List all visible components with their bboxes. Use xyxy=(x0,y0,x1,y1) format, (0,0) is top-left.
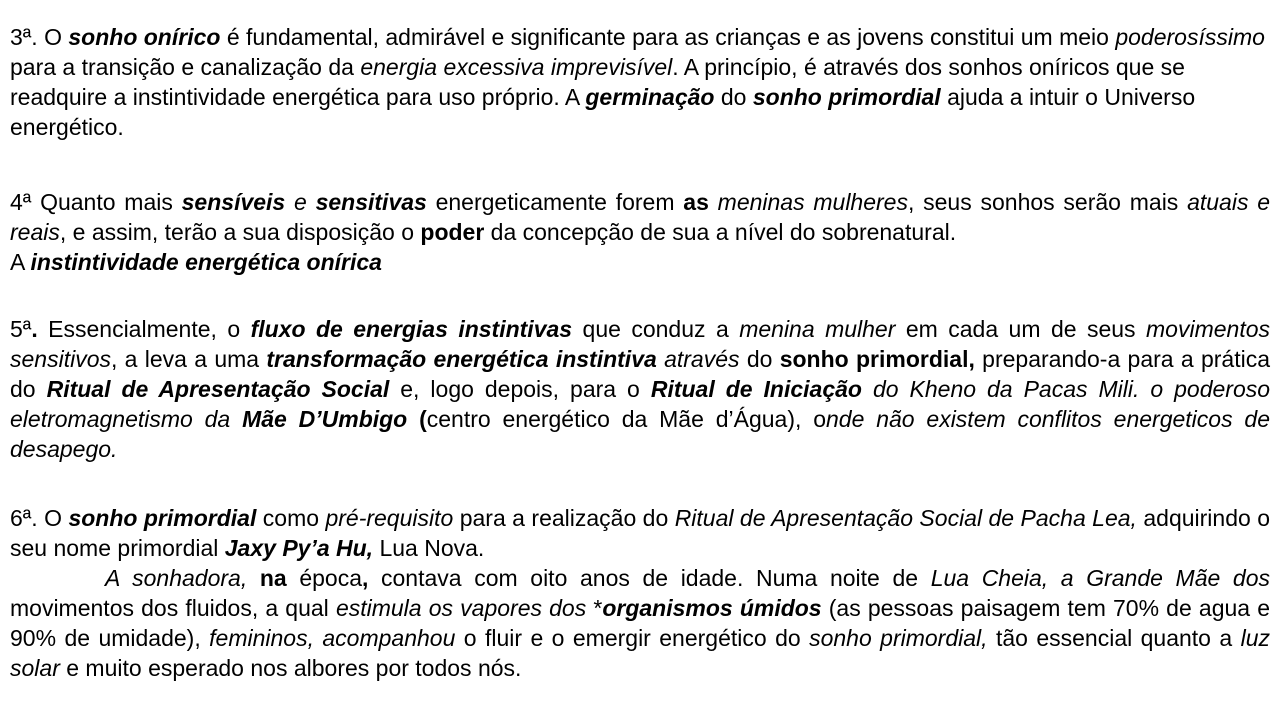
text-run: em cada um de seus xyxy=(895,316,1147,342)
text-run: o fluir e o emergir energético do xyxy=(455,625,810,651)
text-run: 5ª xyxy=(10,316,32,342)
emphasis-as: as xyxy=(683,189,709,215)
text-run xyxy=(657,346,664,372)
text-run: movimentos dos fluidos xyxy=(10,595,252,621)
emphasis-sensitivas: sensitivas xyxy=(315,189,427,215)
text-run: Lua Nova. xyxy=(373,535,485,561)
text-run: ( xyxy=(419,406,427,432)
text-run xyxy=(862,376,873,402)
emphasis-atuais-reais: atuais e reais xyxy=(10,189,1271,245)
text-run: , e assim, terão a sua disposição o xyxy=(59,219,421,245)
emphasis-meninas-mulheres: meninas mulheres xyxy=(717,189,908,215)
text-run: do xyxy=(739,346,780,372)
text-run: da concepção de sua a nível do sobrenatural. xyxy=(484,219,957,245)
emphasis-jaxy-pya-hu: Jaxy Py’a Hu, xyxy=(224,535,374,561)
emphasis-sonho-primordial: sonho primordial, xyxy=(779,346,975,372)
text-run: e, logo depois, para o xyxy=(389,376,651,402)
paragraph-5 xyxy=(10,314,1270,464)
text-run: , xyxy=(362,565,369,591)
emphasis-instintividade: instintividade energética onírica xyxy=(30,249,382,275)
emphasis-sonho-primordial: sonho primordial xyxy=(68,505,257,531)
text-run: ajuda a intuir o Universo energético. xyxy=(10,84,1196,140)
text-run xyxy=(247,565,260,591)
text-run: adquirindo o seu nome primordial xyxy=(10,505,1271,561)
emphasis-mae-umbigo: Mãe D’Umbigo xyxy=(242,406,408,432)
paragraph-4 xyxy=(10,187,1270,277)
text-run: . xyxy=(31,316,38,342)
text-run: centro energético da Mãe d’Água), o xyxy=(426,406,826,432)
emphasis-sonho-primordial: sonho primordial, xyxy=(809,625,988,651)
emphasis-lua-cheia: Lua Cheia, a Grande Mãe dos xyxy=(930,565,1271,591)
text-run: preparando-a para a prática do xyxy=(10,346,1271,402)
emphasis-movimentos-sensitivos: movimentos sensitivos xyxy=(10,316,1270,372)
text-run xyxy=(1139,376,1150,402)
paragraph-3 xyxy=(10,22,1270,142)
text-run: , seus sonhos serão mais xyxy=(907,189,1188,215)
paragraph-6 xyxy=(10,503,1270,683)
text-run: . A princípio, é através dos sonhos oníricos que se readquire a instintividade energética para uso próprio. A xyxy=(10,54,1185,110)
emphasis-transformacao: transformação energética instintiva xyxy=(266,346,657,372)
text-run: e xyxy=(285,189,316,215)
text-run: 6ª. O xyxy=(10,505,69,531)
text-run: como xyxy=(256,505,326,531)
text-run: , a leva a uma xyxy=(110,346,267,372)
text-run: * xyxy=(586,595,603,621)
emphasis-luz-solar: luz solar xyxy=(10,625,1270,681)
text-run: do xyxy=(714,84,753,110)
emphasis-sonho-primordial: sonho primordial xyxy=(752,84,941,110)
emphasis-ritual-pacha-lea: Ritual de Apresentação Social de Pacha Lea, xyxy=(674,505,1137,531)
text-run: e muito esperado nos albores por todos nós. xyxy=(59,655,522,681)
emphasis-germinacao: germinação xyxy=(585,84,715,110)
emphasis-kheno: do Kheno da Pacas Mili. xyxy=(872,376,1140,402)
text-run: é fundamental, admirável e significante para as crianças e as jovens constitui um meio xyxy=(220,24,1116,50)
emphasis-fluxo-energias: fluxo de energias instintivas xyxy=(250,316,573,342)
text-run: que conduz a xyxy=(572,316,740,342)
emphasis-poder: poder xyxy=(420,219,485,245)
emphasis-poderosissimo: poderosíssimo xyxy=(1115,24,1265,50)
paragraph-4-last-line xyxy=(10,247,1270,277)
text-run: para a transição e canalização da xyxy=(10,54,361,80)
emphasis-eletromagnetismo: o poderoso eletromagnetismo da xyxy=(10,376,1271,432)
emphasis-pre-requisito: pré-requisito xyxy=(325,505,454,531)
text-run: energeticamente forem xyxy=(426,189,684,215)
text-run xyxy=(407,406,419,432)
text-run: época xyxy=(286,565,362,591)
text-run: para a realização do xyxy=(453,505,675,531)
emphasis-sonhadora: A sonhadora, xyxy=(105,565,248,591)
emphasis-estimula-vapores: estimula os vapores dos xyxy=(335,595,587,621)
text-run: A xyxy=(10,249,31,275)
text-run: Essencialmente, o xyxy=(37,316,251,342)
text-run xyxy=(230,406,242,432)
paragraph-6-intro xyxy=(10,503,1270,563)
paragraph-6-body xyxy=(10,563,1270,683)
emphasis-femininos: femininos, acompanhou xyxy=(209,625,456,651)
emphasis-sonho-onirico: sonho onírico xyxy=(68,24,221,50)
text-run: 3ª. O xyxy=(10,24,69,50)
text-run: tão essencial quanto a xyxy=(987,625,1241,651)
emphasis-ritual-iniciacao: Ritual de Iniciação xyxy=(650,376,862,402)
emphasis-na: na xyxy=(259,565,287,591)
emphasis-atraves: através xyxy=(664,346,740,372)
emphasis-ritual-apresentacao: Ritual de Apresentação Social xyxy=(46,376,390,402)
text-run: 4ª Quanto mais xyxy=(10,189,182,215)
text-run: contava com oito anos de idade. Numa noite de xyxy=(368,565,931,591)
text-run: (as pessoas paisagem tem 70% de agua e 90% de umidade), xyxy=(10,595,1270,651)
emphasis-organismos-umidos: organismos úmidos xyxy=(602,595,822,621)
emphasis-energia-excessiva: energia excessiva imprevisível xyxy=(360,54,673,80)
emphasis-sensiveis: sensíveis xyxy=(181,189,286,215)
emphasis-conflitos: nde não existem conflitos energeticos de desapego. xyxy=(10,406,1270,462)
text-run: , a qual xyxy=(251,595,336,621)
emphasis-menina-mulher: menina mulher xyxy=(739,316,896,342)
text-run xyxy=(709,189,718,215)
